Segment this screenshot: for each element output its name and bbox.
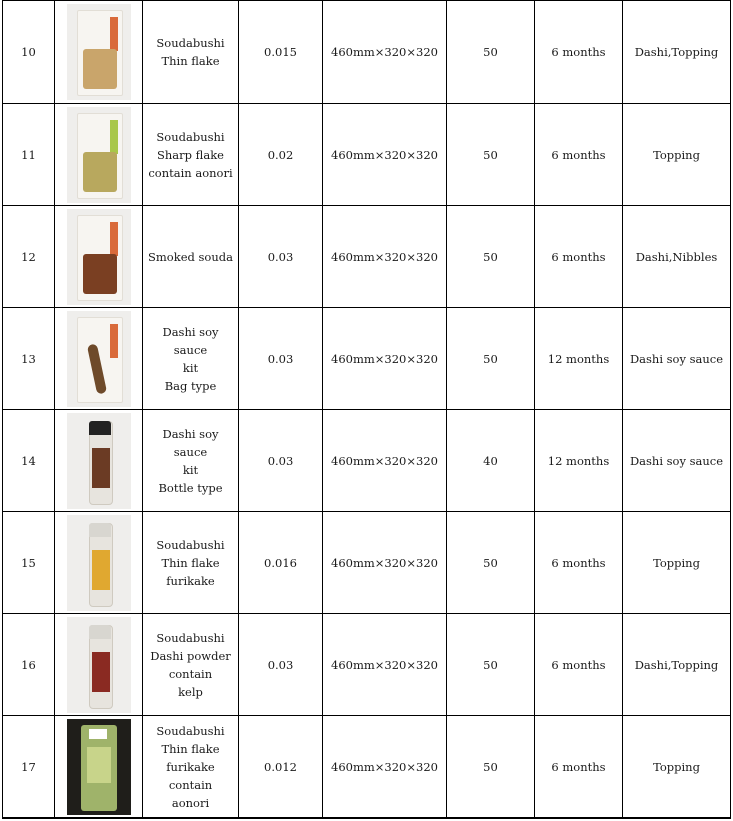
carton-quantity: 50 <box>446 512 534 613</box>
item-number: 12 <box>2 206 54 307</box>
product-use: Dashi soy sauce <box>622 308 731 409</box>
shelf-life: 6 months <box>534 716 622 817</box>
shelf-life: 6 months <box>534 206 622 307</box>
carton-size: 460mm×320×320 <box>322 512 446 613</box>
item-number: 14 <box>2 410 54 511</box>
product-use: Dashi,Nibbles <box>622 206 731 307</box>
table-row <box>2 308 731 410</box>
carton-size: 460mm×320×320 <box>322 1 446 103</box>
product-name: Smoked souda <box>142 206 238 307</box>
product-use: Topping <box>622 716 731 817</box>
product-weight: 0.03 <box>238 206 322 307</box>
product-photo <box>67 515 131 611</box>
table-row <box>2 716 731 817</box>
product-photo <box>67 413 131 509</box>
product-image-cell <box>54 512 142 613</box>
product-photo <box>67 4 131 100</box>
product-weight: 0.03 <box>238 308 322 409</box>
item-number: 16 <box>2 614 54 715</box>
product-image-cell <box>54 206 142 307</box>
carton-quantity: 50 <box>446 308 534 409</box>
product-photo <box>67 107 131 203</box>
product-use: Topping <box>622 104 731 205</box>
product-image-cell <box>54 716 142 817</box>
carton-size: 460mm×320×320 <box>322 410 446 511</box>
shelf-life: 6 months <box>534 104 622 205</box>
carton-quantity: 50 <box>446 206 534 307</box>
product-name: Soudabushi Thin flake <box>142 1 238 103</box>
shelf-life: 6 months <box>534 512 622 613</box>
product-use: Dashi,Topping <box>622 1 731 103</box>
product-weight: 0.03 <box>238 410 322 511</box>
product-image-cell <box>54 1 142 103</box>
product-name: Soudabushi Thin flake furikake contain aonori <box>142 716 238 817</box>
carton-quantity: 50 <box>446 104 534 205</box>
table-row <box>2 410 731 512</box>
shelf-life: 12 months <box>534 308 622 409</box>
product-weight: 0.012 <box>238 716 322 817</box>
product-photo <box>67 719 131 815</box>
product-image-cell <box>54 104 142 205</box>
table-row <box>2 206 731 308</box>
product-weight: 0.016 <box>238 512 322 613</box>
carton-size: 460mm×320×320 <box>322 104 446 205</box>
product-use: Dashi soy sauce <box>622 410 731 511</box>
item-number: 10 <box>2 1 54 103</box>
product-image-cell <box>54 410 142 511</box>
item-number: 17 <box>2 716 54 817</box>
item-number: 11 <box>2 104 54 205</box>
carton-size: 460mm×320×320 <box>322 308 446 409</box>
product-weight: 0.015 <box>238 1 322 103</box>
item-number: 15 <box>2 512 54 613</box>
product-table <box>2 0 731 819</box>
carton-quantity: 50 <box>446 1 534 103</box>
carton-size: 460mm×320×320 <box>322 716 446 817</box>
product-name: Soudabushi Sharp flake contain aonori <box>142 104 238 205</box>
product-name: Dashi soy sauce kit Bag type <box>142 308 238 409</box>
product-name: Soudabushi Thin flake furikake <box>142 512 238 613</box>
carton-quantity: 50 <box>446 716 534 817</box>
table-row <box>2 614 731 716</box>
carton-size: 460mm×320×320 <box>322 206 446 307</box>
product-name: Dashi soy sauce kit Bottle type <box>142 410 238 511</box>
product-use: Dashi,Topping <box>622 614 731 715</box>
product-weight: 0.02 <box>238 104 322 205</box>
shelf-life: 6 months <box>534 1 622 103</box>
shelf-life: 12 months <box>534 410 622 511</box>
table-row <box>2 512 731 614</box>
product-name: Soudabushi Dashi powder contain kelp <box>142 614 238 715</box>
carton-quantity: 50 <box>446 614 534 715</box>
product-image-cell <box>54 614 142 715</box>
product-use: Topping <box>622 512 731 613</box>
table-row <box>2 104 731 206</box>
product-photo <box>67 209 131 305</box>
product-image-cell <box>54 308 142 409</box>
carton-size: 460mm×320×320 <box>322 614 446 715</box>
shelf-life: 6 months <box>534 614 622 715</box>
table-row <box>2 1 731 104</box>
product-weight: 0.03 <box>238 614 322 715</box>
product-photo <box>67 617 131 713</box>
carton-quantity: 40 <box>446 410 534 511</box>
item-number: 13 <box>2 308 54 409</box>
product-photo <box>67 311 131 407</box>
